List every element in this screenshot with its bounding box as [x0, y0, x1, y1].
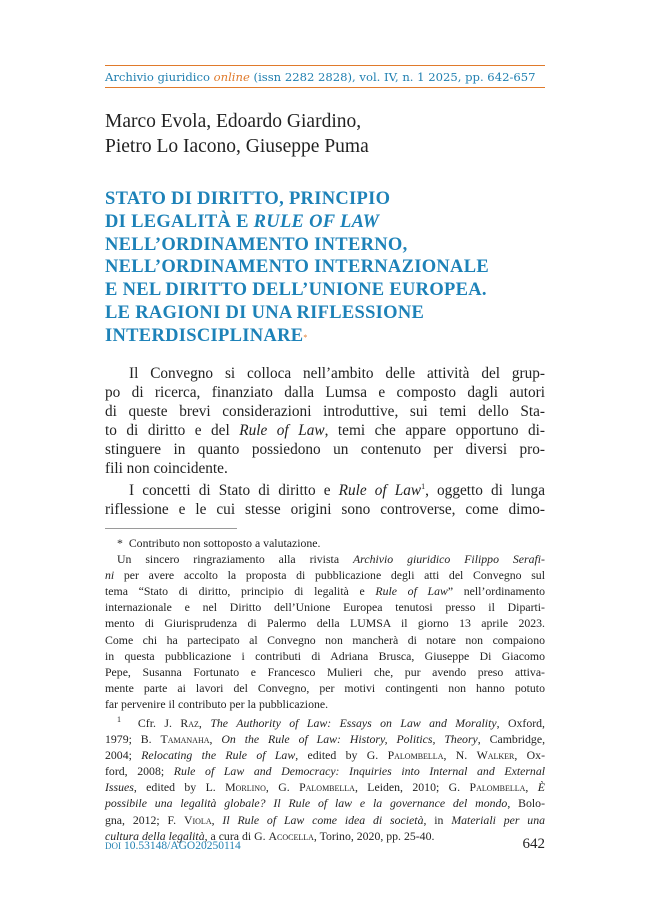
footnote-line: mente parte ai lavori del Convegno, per motivi contingenti non hanno potuto	[105, 680, 545, 695]
body-text	[105, 365, 545, 520]
article-title	[105, 188, 555, 348]
body-line: riflessione e le cui stesse origini sono controverse, come dimo-	[105, 501, 545, 519]
body-line: di queste brevi considerazioni introduttive, sui temi dello Sta-	[105, 402, 545, 420]
footnote-line: possibile una legalità globale? Il Rule of law e la governance del mondo, Bolo-	[105, 796, 545, 811]
page-number: 642	[522, 836, 545, 852]
footnote-line: far pervenire il contributo per la pubblicazione.	[105, 696, 329, 711]
body-line: to di diritto e del Rule of Law, temi che appare opportuno di-	[105, 421, 546, 439]
footnote-line: in questa pubblicazione i contributi di Adriana Brusca, Giuseppe Di Giacomo	[105, 648, 545, 663]
body-line: stinguere in quanto possiedono un contenuto per diversi pro-	[105, 440, 545, 458]
authors-line-2: Pietro Lo Iacono, Giuseppe Puma	[105, 136, 369, 157]
footnote-line: Issues, edited by L. Morlino, G. Palombella, Leiden, 2010; G. Palombella, È	[105, 780, 545, 795]
footnote-line: Come chi ha partecipato al Convegno non mancherà di notare non compaiono	[105, 632, 545, 647]
doi-link[interactable]	[105, 840, 241, 852]
title-line-2	[105, 211, 555, 234]
footnote-star: * Contributo non sottoposto a valutazione.	[117, 536, 321, 550]
body-line: Il Convegno si colloca nell’ambito delle attività del grup-	[129, 365, 545, 382]
footnote-ref-1[interactable]: 1	[421, 482, 426, 492]
title-line-3: NELL’ORDINAMENTO INTERNO,	[105, 234, 408, 255]
body-line: I concetti di Stato di diritto e Rule of Law$^1$, oggetto di lunga	[129, 482, 545, 500]
journal-name: Archivio giuridico	[105, 70, 210, 84]
footnote-line: 2004; Relocating the Rule of Law, edited by G. Palombella, N. Walker, Ox-	[105, 748, 546, 763]
footnote-separator	[105, 528, 237, 529]
footnote-line: Un sincero ringraziamento alla rivista Archivio giuridico Filippo Serafi-	[117, 552, 545, 567]
title-line-4: NELL’ORDINAMENTO INTERNAZIONALE	[105, 257, 489, 278]
journal-header	[105, 70, 545, 84]
body-line: po di ricerca, finanziato dalla Lumsa e composto dagli autori	[105, 383, 545, 401]
header-top-rule	[105, 65, 545, 66]
authors-block	[105, 109, 545, 159]
journal-citation: (issn 2282 2828), vol. IV, n. 1 2025, pp. 642-657	[253, 70, 536, 84]
header-bottom-rule	[105, 87, 545, 88]
doi-value: 10.53148/AGO20250114	[124, 840, 241, 852]
title-line-2-italic: RULE OF LAW	[253, 211, 380, 232]
footnote-line: ford, 2008; Rule of Law and Democracy: Inquiries into Internal and External	[105, 764, 546, 779]
doi-prefix: DOI	[105, 841, 121, 851]
title-line-2-prefix: DI LEGALITÀ E	[105, 211, 254, 232]
footnotes	[105, 535, 545, 844]
title-line-7	[105, 325, 555, 348]
footnote-line: cultura della legalità, a cura di G. Acocella, Torino, 2020, pp. 25-40.	[105, 828, 435, 843]
journal-online-label: online	[213, 70, 250, 84]
footnote-line: internazionale e nel Diritto dell’Unione Europea tenutosi presso il Diparti-	[105, 600, 545, 615]
body-line: fili non coincidente.	[105, 459, 228, 477]
footnote-line: gna, 2012; F. Viola, Il Rule of Law come idea di società, in Materiali per una	[105, 812, 545, 827]
footnote-line: tema “Stato di diritto, principio di legalità e Rule of Law” nell’ordinamento	[105, 584, 545, 599]
title-line-7-text: INTERDISCIPLINARE	[105, 325, 304, 346]
footnote-line: ni per avere accolto la proposta di pubblicazione degli atti del Convegno sul	[105, 568, 545, 583]
authors-line-1: Marco Evola, Edoardo Giardino,	[105, 111, 362, 132]
footnote-line: 1979; B. Tamanaha, On the Rule of Law: History, Politics, Theory, Cambridge,	[105, 732, 546, 747]
footnote-line: mento di Giurisprudenza di Palermo della LUMSA il giorno 13 aprile 2023.	[105, 616, 545, 631]
footnote-1: $^1$ Cfr. J. Raz, The Authority of Law: Essays on Law and Morality, Oxford,	[117, 715, 546, 730]
title-line-5: E NEL DIRITTO DELL’UNIONE EUROPEA.	[105, 280, 487, 301]
title-footnote-marker[interactable]: *	[303, 332, 308, 342]
title-line-1: STATO DI DIRITTO, PRINCIPIO	[105, 189, 391, 209]
title-line-6: LE RAGIONI DI UNA RIFLESSIONE	[105, 302, 425, 323]
footnote-line: Pepe, Susanna Fortunato e Francesco Mulieri che, pur avendo preso attiva-	[105, 664, 545, 679]
